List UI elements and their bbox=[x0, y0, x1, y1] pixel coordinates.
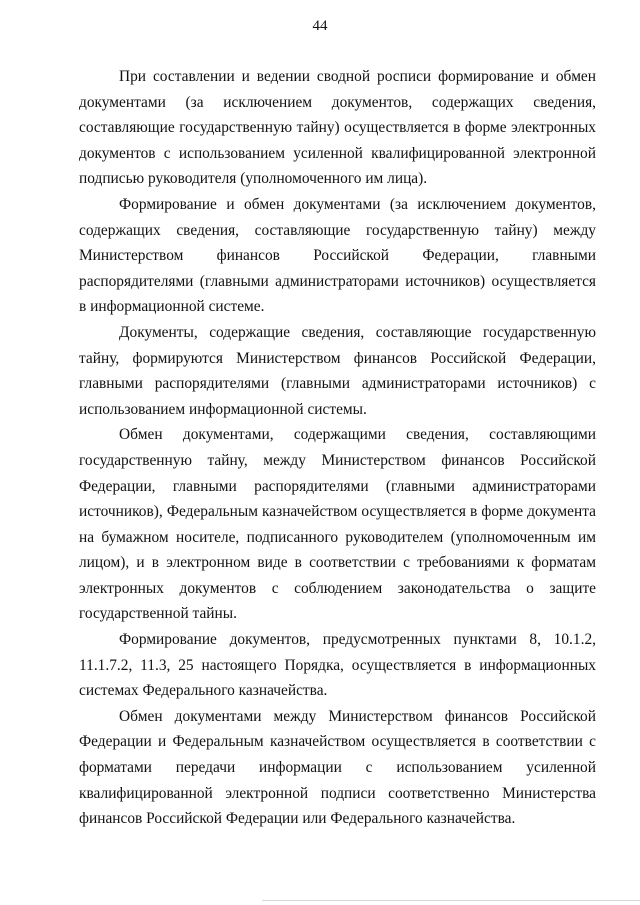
paragraph-4: Обмен документами, содержащими сведения, составляющими государственную тайну, между Министерством финансов Российской Федерации, главными распорядителями (главными администраторами источников), Федеральным казначейством осуществляется в форме документа на бумажном носителе, подписанного руководителем (уполномоченным им лицом), и в электронном виде в соответствии с требованиями к форматам электронных документов с соблюдением законодательства о защите государственной тайны. bbox=[79, 426, 596, 623]
paragraph-5: Формирование документов, предусмотренных пунктами 8, 10.1.2, 11.1.7.2, 11.3, 25 настоящего Порядка, осуществляется в информационных системах Федерального казначейства. bbox=[79, 631, 596, 700]
paragraph-3: Документы, содержащие сведения, составляющие государственную тайну, формируются Министерством финансов Российской Федерации, главными распорядителями (главными администраторами источников) с использованием информационной системы. bbox=[79, 323, 596, 418]
paragraph-2: Формирование и обмен документами (за исключением документов, содержащих сведения, составляющие государственную тайну) между Министерством финансов Российской Федерации, главными распорядителями (главными администраторами источников) осуществляется в информационной системе. bbox=[79, 195, 596, 316]
document-body bbox=[79, 64, 596, 832]
paragraph-6: Обмен документами между Министерством финансов Российской Федерации и Федеральным казначейством осуществляется в соответствии с форматами передачи информации с использованием усиленной квалифицированной электронной подписи соответственно Министерства финансов Российской Федерации или Федерального казначейства. bbox=[79, 707, 596, 828]
scan-edge-line bbox=[262, 900, 640, 901]
paragraph-1: При составлении и ведении сводной росписи формирование и обмен документами (за исключением документов, содержащих сведения, составляющие государственную тайну) осуществляется в форме электронных документов с использованием усиленной квалифицированной электронной подписью руководителя (уполномоченного им лица). bbox=[79, 68, 596, 188]
page-number: 44 bbox=[312, 18, 328, 34]
